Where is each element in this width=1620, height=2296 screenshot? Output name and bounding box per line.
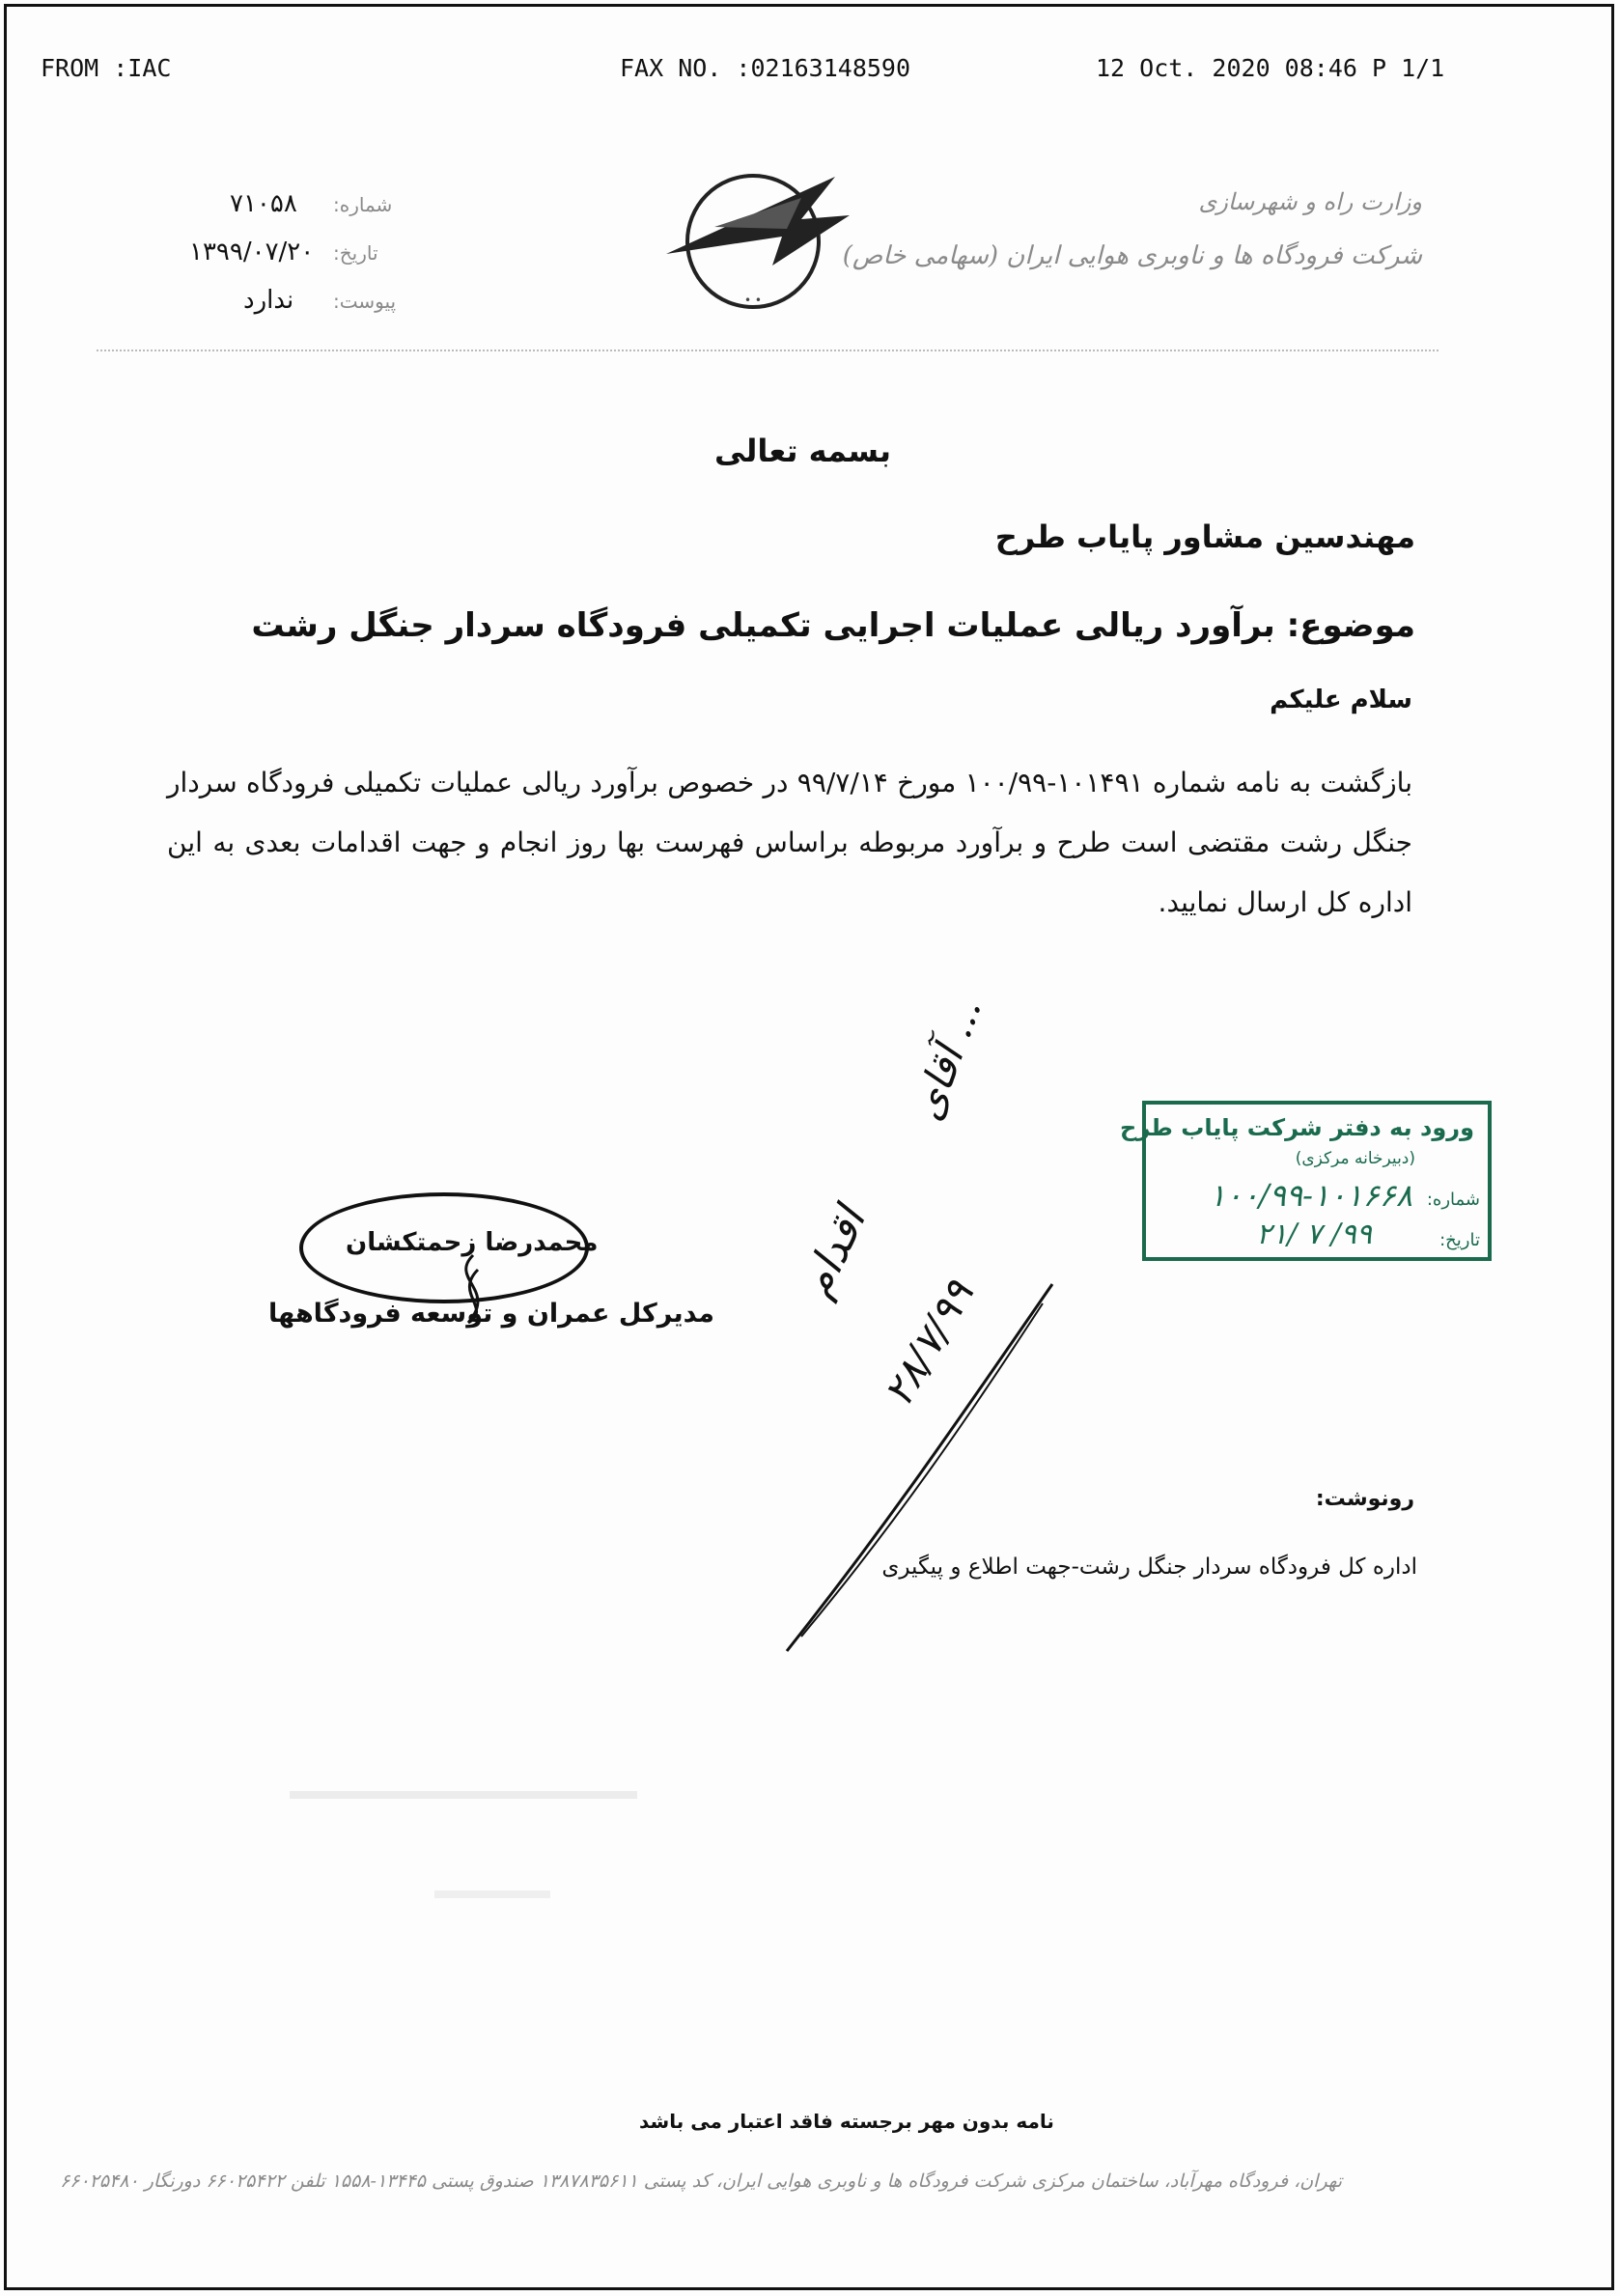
meta-attachment-label: پیوست:	[333, 290, 397, 313]
subject-line: موضوع: برآورد ریالی عملیات اجرایی تکمیلی فرودگاه سردار جنگل رشت	[251, 606, 1415, 645]
fax-timestamp: 12 Oct. 2020 08:46 P 1/1	[1096, 54, 1445, 82]
cc-line: اداره کل فرودگاه سردار جنگل رشت-جهت اطلاع و پیگیری	[881, 1554, 1417, 1580]
meta-date-value: ۱۳۹۹/۰۷/۲۰	[189, 238, 315, 266]
stamp-title: ورود به دفتر شرکت پایاب طرح	[1120, 1114, 1474, 1141]
stamp-number-value: ۱۰۰/۹۹-۱۰۱۶۶۸	[1209, 1177, 1412, 1214]
letter-body: بازگشت به نامه شماره ۱۰۱۴۹۱-۱۰۰/۹۹ مورخ ۹۹/۷/۱۴ در خصوص برآورد ریالی عملیات تکمیلی فرودگاه سردار جنگل رشت مقتضی است طرح و برآورد مربوطه براساس فهرست بها روز انجام و جهت اقدامات بعدی به این اداره کل ارسال نمایید.	[167, 767, 1413, 918]
airport-company-logo-icon	[656, 159, 850, 319]
stamp-date-value: ۹۹/ ۷ /۲۱	[1256, 1218, 1372, 1251]
signatory-name: محمدرضا زحمتکشان	[346, 1228, 599, 1257]
invocation-heading: بسمه تعالی	[714, 433, 892, 469]
recipient-line: مهندسین مشاور پایاب طرح	[994, 518, 1415, 555]
fax-from: FROM :IAC	[41, 54, 172, 82]
handwritten-long-stroke-icon	[782, 1279, 1062, 1656]
svg-text:• •: • •	[744, 294, 762, 307]
cc-label: رونوشت:	[1315, 1487, 1414, 1511]
stamp-number-label: شماره:	[1426, 1190, 1480, 1210]
handwritten-note-number: ۲۸/۷/۹۹	[874, 1272, 983, 1414]
letterhead-divider	[97, 350, 1438, 351]
meta-number-value: ۷۱۰۵۸	[230, 189, 297, 218]
meta-number-label: شماره:	[333, 193, 393, 216]
fax-noise-line	[434, 1890, 550, 1898]
meta-date-label: تاریخ:	[333, 241, 378, 265]
org-company-line: شرکت فرودگاه ها و ناوبری هوایی ایران (سهامی خاص)	[842, 241, 1422, 270]
fax-noise-line	[290, 1791, 637, 1799]
stamp-date-label: تاریخ:	[1439, 1230, 1480, 1250]
handwritten-note-line2: اقدام	[792, 1200, 876, 1305]
receipt-stamp	[1120, 1101, 1492, 1261]
greeting-line: سلام علیکم	[1270, 686, 1412, 714]
stamp-subtitle: (دبیرخانه مرکزی)	[1295, 1149, 1415, 1168]
meta-attachment-value: ندارد	[243, 286, 294, 315]
signatory-title: مدیرکل عمران و توسعه فرودگاهها	[268, 1299, 714, 1329]
org-ministry-line: وزارت راه و شهرسازی	[1198, 188, 1422, 215]
signature-scribble-icon	[439, 1250, 507, 1328]
footer-validity-notice: نامه بدون مهر برجسته فاقد اعتبار می باشد	[639, 2110, 1054, 2133]
fax-number: FAX NO. :02163148590	[620, 54, 911, 82]
footer-address: تهران، فرودگاه مهرآباد، ساختمان مرکزی شرکت فرودگاه ها و ناوبری هوایی ایران، کد پستی ۱۳۸۷۸۳۵۶۱۱ صندوق پستی ۱۳۴۴۵-۱۵۵۸ تلفن ۶۶۰۲۵۴۲۲ دورنگار ۶۶۰۲۵۴۸۰	[60, 2170, 1342, 2192]
handwritten-note-line1: آقای ...	[903, 992, 991, 1127]
